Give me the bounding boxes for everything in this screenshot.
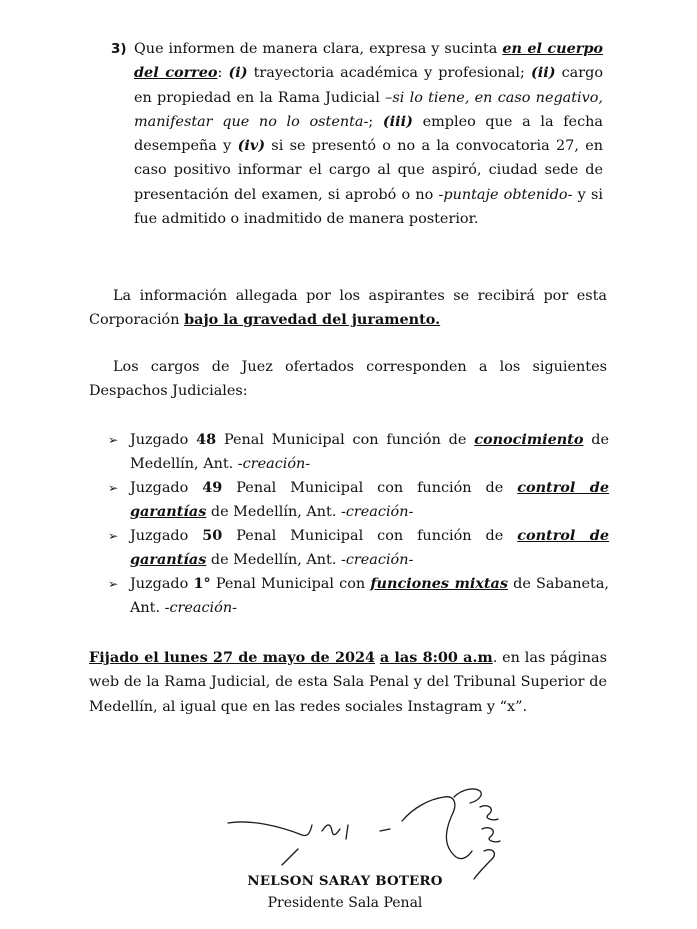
court-number: 48 <box>196 431 217 448</box>
item-number: 3) <box>111 41 127 57</box>
text-run: trayectoria académica y profesional; <box>247 65 531 82</box>
list-item <box>108 572 609 620</box>
posting-time: a las 8:00 a.m <box>379 649 493 666</box>
creation-note: -creación- <box>340 552 414 568</box>
posting-paragraph <box>89 646 607 719</box>
text-run: . en las páginas web de la Rama Judicial, de esta Sala Penal y del Tribunal Superior de Medellín, al igual que en las redes sociales Instagram y “x”. <box>89 650 607 715</box>
text-run: de Medellín, Ant. <box>130 432 609 472</box>
text-run: La información allegada por los aspirantes se recibirá por esta Corporación <box>89 288 607 329</box>
text-run: Juzgado <box>130 432 197 448</box>
text-run: si se presentó o no a la convocatoria 27, en caso positivo informar el cargo al que aspiró, ciudad sede de presentación del examen, si aprobó o no <box>134 138 603 203</box>
list-item <box>108 524 609 572</box>
text-run: empleo que a la fecha desempeña y <box>134 113 603 155</box>
text-run: Penal Municipal con función de <box>222 528 518 544</box>
function-emphasis: control de garantías <box>130 527 609 568</box>
roman-numeral-i: (i) <box>228 64 248 82</box>
oath-emphasis: bajo la gravedad del juramento. <box>184 311 441 329</box>
posting-date: Fijado el lunes 27 de mayo de 2024 <box>89 649 375 666</box>
text-run: Juzgado <box>130 528 203 544</box>
arrowhead-bullet-icon: ➢ <box>108 577 119 591</box>
roman-numeral-ii: (ii) <box>530 64 556 82</box>
creation-note: -creación- <box>237 456 311 472</box>
italic-note: –si lo tiene, en caso negativo, manifestar que no lo ostenta- <box>134 89 604 130</box>
requirement-item-3 <box>112 37 603 231</box>
text-run: Penal Municipal con función de <box>216 432 475 448</box>
roman-numeral-iv: (iv) <box>237 137 266 155</box>
item-3-text <box>134 37 603 231</box>
emphasis-text: en el cuerpo del correo <box>134 40 603 82</box>
court-number: 50 <box>202 527 223 544</box>
court-list <box>108 428 609 620</box>
text-run: de Sabaneta, Ant. <box>130 576 609 616</box>
text-run: Que informen de manera clara, expresa y sucinta <box>134 41 503 57</box>
text-run: de Medellín, Ant. <box>206 552 341 568</box>
text-run: de Medellín, Ant. <box>206 504 341 520</box>
court-number: 1° <box>193 575 211 592</box>
italic-note: -puntaje obtenido- <box>438 186 573 203</box>
roman-numeral-iii: (iii) <box>382 112 413 130</box>
text-run: cargo en propiedad en la Rama Judicial <box>134 65 603 106</box>
text-run: Juzgado <box>130 480 203 496</box>
arrowhead-bullet-icon: ➢ <box>108 529 119 543</box>
creation-note: -creación- <box>164 600 237 616</box>
text-run: ; <box>368 113 383 130</box>
signatory-title: Presidente Sala Penal <box>267 895 423 911</box>
text-run: Penal Municipal con función de <box>222 480 518 496</box>
text-run: Penal Municipal con <box>210 576 371 592</box>
function-emphasis: control de garantías <box>130 479 609 520</box>
handwritten-signature <box>222 785 522 880</box>
text-run: : <box>217 65 229 82</box>
signatory-name: NELSON SARAY BOTERO <box>247 873 443 889</box>
function-emphasis: funciones mixtas <box>370 575 508 592</box>
information-paragraph <box>89 284 607 333</box>
court-number: 49 <box>202 479 223 496</box>
arrowhead-bullet-icon: ➢ <box>108 433 119 447</box>
arrowhead-bullet-icon: ➢ <box>108 481 119 495</box>
text-run: y si fue admitido o inadmitido de manera posterior. <box>134 186 603 228</box>
function-emphasis: conocimiento <box>474 431 584 448</box>
text-run: Juzgado <box>130 576 194 592</box>
list-item <box>108 476 609 524</box>
creation-note: -creación- <box>340 504 414 520</box>
positions-intro-paragraph: Los cargos de Juez ofertados corresponden a los siguientes Despachos Judiciales: <box>89 359 607 400</box>
list-item <box>108 428 609 476</box>
